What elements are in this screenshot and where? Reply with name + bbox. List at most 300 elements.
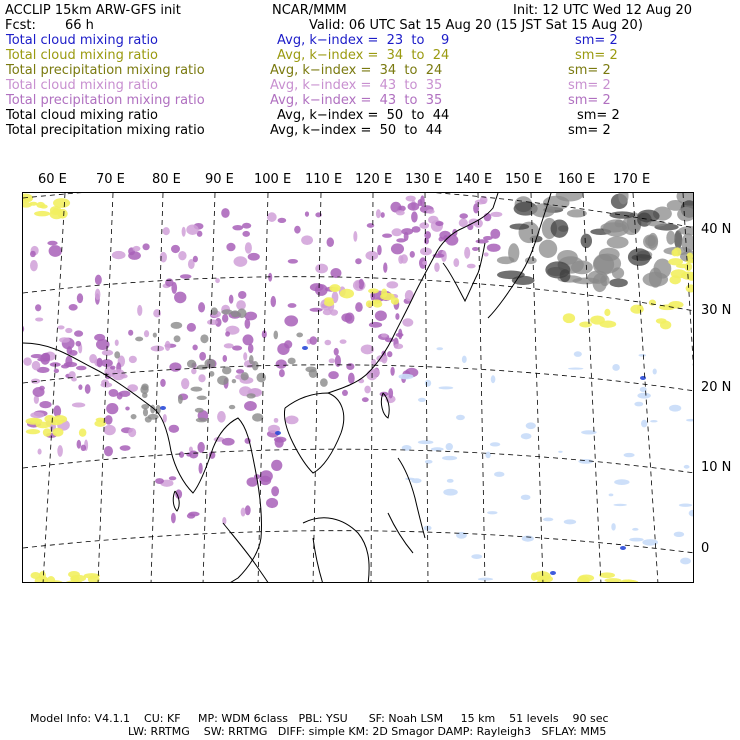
- cloud-purple-patch: [328, 371, 339, 379]
- cloud-purple-patch: [285, 416, 299, 425]
- cloud-purple-patch: [81, 445, 87, 451]
- cloud-blue-patch: [634, 402, 643, 407]
- lat-label: 40 N: [701, 222, 732, 237]
- cloud-gray-patch: [599, 248, 620, 261]
- cloud-purple-patch: [215, 278, 220, 283]
- cloud-blue-patch: [629, 538, 643, 542]
- cloud-purple-patch: [381, 333, 388, 337]
- cloud-purple-patch: [232, 345, 242, 350]
- cloud-purple-patch: [355, 258, 361, 264]
- cloud-purple-patch: [294, 226, 301, 234]
- cloud-gray-patch: [135, 337, 143, 342]
- cloud-purple-patch: [199, 352, 206, 361]
- cloud-gray-patch: [588, 270, 608, 283]
- cloud-purple-patch: [284, 315, 298, 326]
- field-name: Total cloud mixing ratio: [6, 78, 159, 93]
- cloud-purple-patch: [191, 368, 196, 374]
- cloud-purple-patch: [243, 334, 254, 345]
- cloud-purple-patch: [267, 212, 277, 222]
- cloud-blue-patch: [521, 495, 531, 500]
- cloud-purple-patch: [23, 357, 32, 365]
- cloud-purple-patch: [160, 379, 166, 387]
- cloud-purple-patch: [95, 275, 102, 285]
- cloud-gray-patch: [560, 269, 571, 282]
- cloud-purple-patch: [23, 324, 24, 335]
- cloud-yellow-patch: [57, 209, 67, 219]
- cloud-yellow-patch: [600, 321, 617, 328]
- lat-label: 30 N: [701, 303, 732, 318]
- lon-label: 140 E: [455, 172, 493, 187]
- cloud-purple-patch: [362, 397, 369, 402]
- cloud-gray-patch: [217, 376, 229, 385]
- cloud-purple-patch: [376, 209, 381, 218]
- cloud-purple-patch: [169, 362, 181, 371]
- cloud-purple-patch: [165, 278, 173, 286]
- cloud-purple-patch: [30, 260, 38, 271]
- cloud-blue-patch: [431, 447, 444, 451]
- cloud-purple-patch: [155, 478, 164, 484]
- cloud-blue-patch: [478, 578, 493, 581]
- lat-label: 10 N: [701, 460, 732, 475]
- cloud-purple-patch: [42, 353, 50, 362]
- cloud-purple-patch: [288, 259, 298, 264]
- cloud-purple-patch: [163, 227, 170, 235]
- cloud-gray-patch: [187, 360, 196, 368]
- cloud-yellow-patch: [34, 211, 50, 217]
- cloud-gray-patch: [142, 392, 148, 398]
- cloud-blue-patch: [686, 419, 694, 422]
- cloud-gray-patch: [320, 378, 328, 387]
- cloud-yellow-patch: [656, 318, 667, 324]
- cloud-yellow-patch: [599, 572, 615, 578]
- cloud-purple-patch: [394, 344, 403, 350]
- cloud-blue-patch: [564, 519, 576, 524]
- cloud-purple-patch: [199, 463, 203, 474]
- forecast-hour: 66 h: [65, 18, 94, 33]
- cloud-blue-patch: [418, 398, 426, 402]
- cloud-gray-patch: [229, 405, 235, 409]
- cloud-yellow-patch: [340, 289, 354, 299]
- cloud-gray-patch: [197, 365, 208, 370]
- cloud-purple-patch: [271, 460, 282, 471]
- cloud-gray-patch: [539, 240, 557, 258]
- cloud-purple-patch: [221, 208, 230, 218]
- cloud-gray-patch: [497, 256, 515, 264]
- cloud-purple-patch: [400, 254, 408, 263]
- cloud-purple-patch: [390, 367, 394, 376]
- cloud-purple-patch: [315, 284, 328, 296]
- cloud-purple-patch: [57, 325, 64, 329]
- cloud-purple-patch: [334, 348, 339, 356]
- cloud-purple-patch: [207, 319, 218, 325]
- cloud-purple-patch: [217, 411, 226, 423]
- cloud-gray-patch: [609, 278, 628, 287]
- cloud-blue-patch: [614, 479, 629, 485]
- cloud-purple-patch: [137, 305, 142, 316]
- lon-label: 120 E: [355, 172, 393, 187]
- cloud-gray-patch: [612, 267, 624, 278]
- cloud-blue-patch: [526, 422, 536, 429]
- cloud-purple-patch: [243, 352, 247, 361]
- cloud-purple-patch: [274, 418, 279, 423]
- cloud-purple-patch: [120, 374, 128, 378]
- cloud-purple-patch: [453, 258, 459, 267]
- cloud-purple-patch: [391, 243, 404, 254]
- cloud-blue-patch: [399, 374, 414, 380]
- cloud-purple-patch: [420, 195, 425, 207]
- cloud-gray-patch: [200, 334, 208, 343]
- cloud-blue-spot: [275, 431, 281, 435]
- cloud-purple-patch: [198, 374, 205, 382]
- cloud-purple-patch: [32, 361, 40, 370]
- cloud-gray-patch: [551, 219, 569, 237]
- cloud-purple-patch: [396, 238, 406, 242]
- cloud-yellow-patch: [324, 297, 333, 302]
- cloud-purple-patch: [276, 359, 287, 368]
- cloud-gray-patch: [191, 387, 203, 392]
- cloud-blue-patch: [650, 420, 657, 422]
- cloud-gray-patch: [288, 358, 296, 365]
- cloud-blue-patch: [609, 493, 614, 496]
- cloud-blue-patch: [653, 369, 657, 375]
- cloud-purple-patch: [125, 406, 130, 410]
- cloud-purple-patch: [119, 391, 131, 397]
- cloud-purple-patch: [381, 212, 385, 218]
- cloud-purple-patch: [115, 339, 119, 346]
- cloud-gray-patch: [305, 366, 316, 372]
- cloud-purple-patch: [245, 505, 251, 515]
- cloud-gray-patch: [249, 355, 254, 364]
- cloud-purple-patch: [340, 339, 347, 344]
- cloud-purple-patch: [365, 251, 378, 260]
- cloud-yellow-patch: [673, 247, 681, 256]
- cloud-purple-patch: [369, 322, 382, 328]
- cloud-purple-patch: [229, 295, 234, 304]
- lon-label: 160 E: [558, 172, 596, 187]
- cloud-purple-patch: [142, 243, 149, 250]
- map-panel: [22, 192, 694, 583]
- cloud-yellow-patch: [563, 313, 575, 323]
- map-svg: [23, 193, 694, 583]
- cloud-blue-patch: [425, 380, 431, 387]
- cloud-purple-patch: [69, 350, 77, 356]
- cloud-purple-patch: [109, 389, 119, 397]
- cloud-purple-patch: [279, 369, 285, 377]
- cloud-blue-patch: [471, 554, 482, 559]
- lon-label: 100 E: [254, 172, 292, 187]
- lon-label: 110 E: [305, 172, 343, 187]
- cloud-purple-patch: [341, 313, 352, 322]
- cloud-gray-patch: [174, 335, 181, 342]
- cloud-purple-patch: [105, 415, 113, 424]
- field-smoothing: sm= 2: [568, 78, 611, 93]
- cloud-gray-patch: [241, 372, 249, 380]
- graticule-layer: [23, 193, 694, 583]
- cloud-blue-patch: [446, 443, 453, 450]
- cloud-purple-patch: [128, 330, 133, 336]
- cloud-gray-patch: [232, 379, 236, 383]
- cloud-purple-patch: [355, 281, 359, 288]
- cloud-purple-patch: [274, 437, 286, 443]
- cloud-purple-patch: [225, 331, 230, 336]
- cloud-purple-patch: [301, 235, 313, 245]
- cloud-purple-patch: [153, 309, 161, 317]
- cloud-purple-patch: [187, 513, 195, 518]
- cloud-purple-patch: [248, 253, 260, 261]
- cloud-purple-patch: [401, 228, 413, 235]
- cloud-purple-patch: [411, 211, 418, 222]
- cloud-purple-patch: [420, 248, 432, 256]
- cloud-yellow-patch: [49, 419, 63, 425]
- cloud-yellow-patch: [36, 202, 45, 208]
- cloud-purple-patch: [133, 246, 141, 251]
- cloud-purple-patch: [49, 245, 62, 257]
- cloud-purple-patch: [284, 340, 292, 348]
- cloud-purple-patch: [484, 252, 489, 256]
- philippines-coastline: [388, 458, 425, 553]
- cloud-purple-patch: [101, 359, 113, 367]
- cloud-blue-patch: [521, 433, 532, 439]
- field-level-range: Avg, k−index = 34 to 24: [277, 48, 450, 63]
- cloud-purple-patch: [234, 256, 248, 267]
- field-name: Total cloud mixing ratio: [6, 108, 159, 123]
- cloud-purple-patch: [353, 231, 357, 242]
- cloud-gray-patch: [510, 223, 530, 229]
- cloud-purple-patch: [310, 308, 323, 312]
- cloud-purple-patch: [47, 241, 57, 246]
- cloud-purple-patch: [288, 303, 297, 308]
- cloud-purple-patch: [435, 221, 443, 226]
- field-name: Total precipitation mixing ratio: [6, 123, 205, 138]
- cloud-yellow-patch: [579, 322, 592, 328]
- cloud-purple-patch: [342, 390, 348, 396]
- cloud-blue-patch: [436, 347, 443, 350]
- cloud-yellow-patch: [39, 571, 46, 580]
- cloud-blue-patch: [411, 478, 421, 483]
- cloud-blue-patch: [456, 415, 465, 420]
- cloud-blue-patch: [689, 510, 694, 517]
- cloud-purple-patch: [78, 384, 82, 390]
- cloud-purple-patch: [266, 498, 278, 508]
- cloud-purple-patch: [242, 223, 251, 229]
- cloud-purple-patch: [329, 358, 336, 363]
- cloud-yellow-patch: [686, 284, 694, 292]
- cloud-purple-patch: [244, 401, 257, 411]
- cloud-blue-patch: [613, 504, 627, 506]
- cloud-blue-patch: [632, 528, 638, 531]
- cloud-purple-patch: [375, 311, 387, 321]
- cloud-purple-patch: [388, 388, 393, 398]
- cloud-gray-patch: [131, 414, 137, 419]
- cloud-purple-patch: [438, 237, 443, 242]
- cloud-purple-patch: [396, 210, 405, 215]
- cloud-gray-patch: [197, 396, 207, 400]
- cloud-purple-patch: [97, 358, 103, 368]
- cloud-yellow-patch: [52, 428, 63, 437]
- cloud-purple-patch: [278, 218, 287, 223]
- lon-label: 170 E: [613, 172, 651, 187]
- cloud-yellow-patch: [368, 288, 379, 293]
- cloud-gray-patch: [643, 272, 668, 287]
- cloud-gray-patch: [211, 307, 218, 315]
- cloud-purple-patch: [174, 292, 186, 304]
- cloud-gray-patch: [543, 196, 570, 210]
- cloud-purple-patch: [106, 403, 118, 414]
- cloud-purple-patch: [192, 345, 197, 351]
- lon-label: 60 E: [38, 172, 67, 187]
- cloud-yellow-patch: [381, 288, 387, 297]
- lon-label: 70 E: [96, 172, 125, 187]
- cloud-purple-patch: [129, 356, 137, 363]
- cloud-purple-patch: [395, 313, 399, 320]
- cloud-blue-patch: [418, 440, 434, 444]
- cloud-purple-patch: [74, 330, 83, 336]
- cloud-blue-spot: [302, 346, 308, 350]
- cloud-gray-patch: [628, 248, 651, 266]
- cloud-yellow-patch: [366, 300, 373, 307]
- cloud-purple-patch: [238, 291, 246, 299]
- cloud-purple-patch: [39, 401, 51, 408]
- cloud-purple-patch: [490, 212, 502, 217]
- cloud-purple-patch: [245, 242, 252, 253]
- cloud-purple-patch: [72, 402, 85, 407]
- cloud-purple-patch: [197, 442, 204, 453]
- cloud-purple-patch: [226, 243, 235, 252]
- cloud-purple-patch: [180, 274, 192, 279]
- cloud-purple-patch: [346, 363, 354, 370]
- cloud-purple-patch: [94, 334, 105, 341]
- cloud-purple-patch: [77, 440, 82, 449]
- cloud-yellow-patch: [531, 572, 537, 580]
- cloud-blue-patch: [679, 503, 692, 506]
- cloud-gray-patch: [153, 333, 157, 338]
- cloud-purple-patch: [61, 364, 69, 368]
- valid-time: Valid: 06 UTC Sat 15 Aug 20 (15 JST Sat 15 Aug 20): [309, 18, 643, 33]
- cloud-purple-patch: [76, 366, 87, 371]
- cloud-purple-patch: [422, 261, 427, 265]
- lon-label: 90 E: [205, 172, 234, 187]
- cloud-purple-patch: [198, 302, 205, 312]
- cloud-purple-patch: [179, 451, 184, 457]
- cloud-purple-patch: [245, 319, 251, 329]
- cloud-purple-patch: [104, 425, 116, 435]
- cloud-purple-patch: [377, 245, 382, 255]
- field-smoothing: sm= 2: [568, 93, 611, 108]
- cloud-purple-patch: [271, 296, 276, 307]
- cloud-blue-patch: [490, 442, 500, 446]
- cloud-yellow-patch: [604, 578, 621, 582]
- cloud-blue-patch: [684, 465, 690, 469]
- cloud-purple-patch: [54, 369, 59, 373]
- cloud-gray-patch: [114, 351, 120, 358]
- cloud-purple-patch: [38, 449, 42, 455]
- cloud-purple-patch: [102, 350, 113, 356]
- cloud-gray-patch: [141, 384, 148, 391]
- cloud-gray-patch: [607, 236, 629, 248]
- cloud-gray-patch: [178, 395, 183, 404]
- cloud-purple-patch: [487, 244, 501, 252]
- cloud-gray-patch: [195, 408, 204, 413]
- cloud-purple-patch: [459, 213, 468, 219]
- field-smoothing: sm= 2: [568, 63, 611, 78]
- field-smoothing: sm= 2: [575, 48, 618, 63]
- field-level-range: Avg, k−index = 34 to 24: [270, 63, 443, 78]
- cloud-blue-patch: [494, 472, 504, 477]
- coastlines-layer: [23, 193, 551, 583]
- cloud-blue-patch: [439, 386, 454, 389]
- cloud-purple-patch: [104, 446, 113, 456]
- cloud-yellow-patch: [79, 429, 87, 437]
- cloud-blue-spot: [160, 406, 166, 410]
- field-smoothing: sm= 2: [575, 33, 618, 48]
- cloud-blue-patch: [669, 405, 681, 412]
- cloud-blue-patch: [612, 364, 620, 371]
- cloud-purple-patch: [77, 293, 83, 303]
- cloud-blue-patch: [637, 393, 650, 399]
- cloud-purple-patch: [178, 251, 186, 260]
- cloud-purple-patch: [57, 445, 63, 457]
- cloud-purple-patch: [355, 302, 363, 312]
- cloud-gray-patch: [252, 413, 263, 421]
- cloud-purple-patch: [35, 317, 43, 321]
- cloud-blue-patch: [624, 453, 635, 457]
- cloud-blue-patch: [568, 368, 583, 370]
- field-level-range: Avg, k−index = 43 to 35: [270, 78, 443, 93]
- cloud-purple-patch: [222, 438, 235, 446]
- cloud-purple-patch: [434, 263, 440, 273]
- cloud-yellow-patch: [47, 576, 55, 583]
- cloud-gray-patch: [647, 221, 666, 227]
- cloud-blue-patch: [447, 479, 454, 483]
- cloud-purple-patch: [472, 247, 479, 251]
- cloud-blue-patch: [443, 489, 458, 496]
- cloud-purple-patch: [181, 378, 189, 389]
- cloud-yellow-patch: [372, 299, 382, 303]
- cloud-purple-patch: [35, 304, 41, 311]
- cloud-blue-patch: [462, 356, 467, 363]
- cloud-purple-patch: [193, 256, 198, 263]
- cloud-purple-patch: [483, 236, 493, 240]
- cloud-purple-patch: [144, 330, 149, 337]
- cloud-blue-patch: [491, 375, 496, 383]
- field-smoothing: sm= 2: [568, 123, 611, 138]
- cloud-blue-spot: [620, 546, 626, 550]
- model-info-line1: Model Info: V4.1.1 CU: KF MP: WDM 6class PBL: YSU SF: Noah LSM 15 km 51 levels 90 sec: [30, 712, 609, 725]
- cloud-blue-patch: [558, 451, 562, 453]
- cloud-purple-patch: [467, 264, 476, 269]
- init-time: Init: 12 UTC Wed 12 Aug 20: [513, 3, 693, 18]
- cloud-blue-patch: [543, 518, 553, 522]
- lon-label: 150 E: [505, 172, 543, 187]
- cloud-yellow-patch: [43, 428, 51, 436]
- cloud-shading-layer: [23, 193, 694, 583]
- cloud-purple-patch: [186, 224, 198, 234]
- cloud-blue-patch: [442, 456, 457, 460]
- field-name: Total cloud mixing ratio: [6, 48, 159, 63]
- cloud-purple-patch: [112, 251, 126, 259]
- cloud-blue-patch: [641, 420, 647, 428]
- field-level-range: Avg, k−index = 50 to 44: [270, 123, 443, 138]
- cloud-blue-patch: [639, 354, 647, 357]
- cloud-yellow-patch: [669, 275, 680, 284]
- cloud-purple-patch: [169, 425, 180, 433]
- cloud-purple-patch: [222, 314, 228, 323]
- lon-label: 130 E: [405, 172, 443, 187]
- cloud-gray-patch: [143, 408, 148, 416]
- cloud-purple-patch: [89, 354, 97, 363]
- indochina-coastline: [284, 393, 343, 473]
- cloud-purple-patch: [305, 211, 309, 216]
